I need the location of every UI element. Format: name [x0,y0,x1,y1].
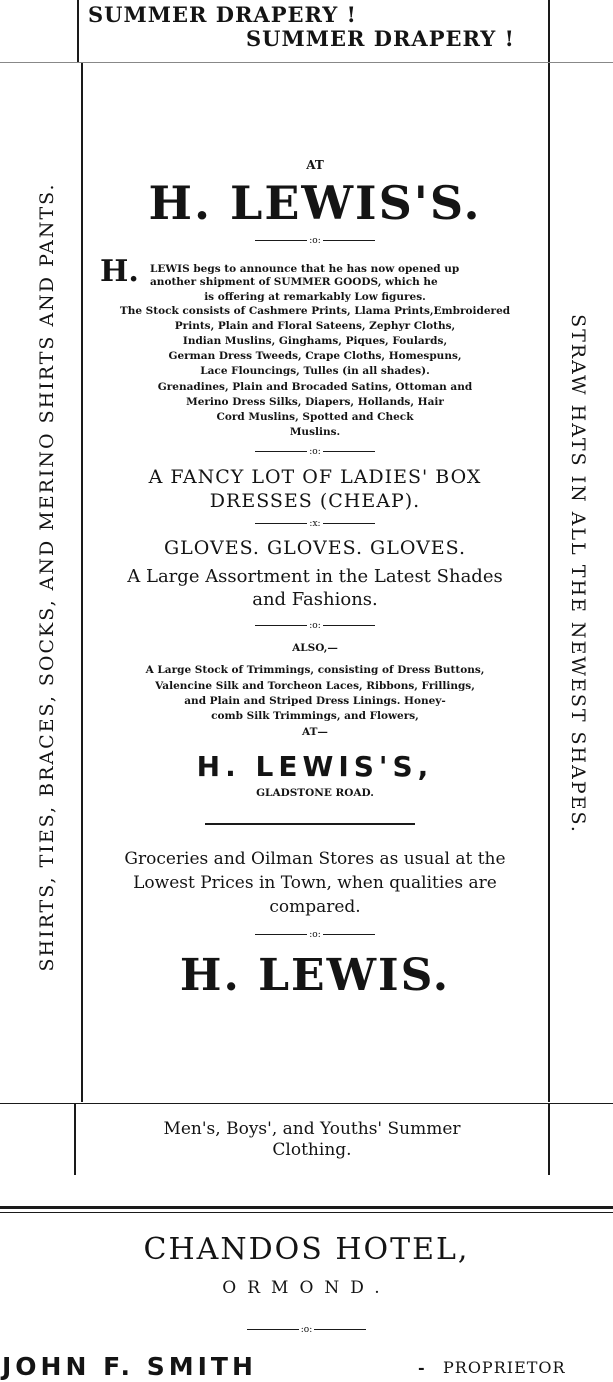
proprietor-label: PROPRIETOR [443,1358,566,1377]
gloves-line: GLOVES. GLOVES. GLOVES. [163,537,467,559]
ornament-1: :o: [82,236,548,246]
clothing-line-1: Men's, Boys', and Youths' Summer [163,1119,461,1139]
assortment-line-1: A Large Assortment in the Latest Shades [127,566,503,587]
clothing-box-top [0,1103,613,1104]
clothing-box-left [74,1103,76,1175]
ornament-2: :o: [82,447,548,457]
intro-line-2: another shipment of SUMMER GOODS, which he [150,276,438,288]
at-label: AT [306,158,324,172]
left-border-top [77,0,79,62]
clothing-line-2: Clothing. [272,1140,352,1160]
right-border-top [548,0,550,62]
heavy-rule-1 [0,1206,613,1209]
trim-line-2: Valencine Silk and Torcheon Laces, Ribbons, Frillings, [155,680,475,692]
ornament-5: :o: [82,930,548,940]
stock-line-4: German Dress Tweeds, Crape Cloths, Homespuns, [168,350,462,362]
left-side-text: SHIRTS, TIES, BRACES, SOCKS, AND MERINO SHIRTS AND PANTS. [36,182,58,972]
trim-line-3: and Plain and Striped Dress Linings. Honey- [184,695,446,707]
header-line-2: SUMMER DRAPERY ! [246,26,515,51]
right-column-rule [548,62,550,1102]
stock-line-8: Cord Muslins, Spotted and Check [216,411,414,423]
intro-line-1: LEWIS begs to announce that he has now opened up [150,263,460,275]
stock-line-3: Indian Muslins, Ginghams, Piques, Foulards, [182,335,448,347]
hotel-ornament: :o: [0,1325,613,1335]
ornament-3: :x: [82,519,548,529]
trim-line-1: A Large Stock of Trimmings, consisting of Dress Buttons, [145,664,485,676]
groceries-line-3: compared. [269,897,361,917]
hotel-place: ORMOND. [222,1278,391,1298]
stock-line-7: Merino Dress Silks, Diapers, Hollands, Hair [186,396,444,408]
title-h-lewis-3: H. LEWIS. [179,950,451,1001]
stock-line-6: Grenadines, Plain and Brocaded Satins, Ottoman and [157,381,473,393]
fancy-line-1: A FANCY LOT OF LADIES' BOX [148,466,482,488]
drop-initial: H. [100,254,139,289]
heavy-rule-2 [0,1212,613,1213]
trim-line-4: comb Silk Trimmings, and Flowers, [211,710,419,722]
groceries-line-2: Lowest Prices in Town, when qualities are [133,873,497,893]
header-line-1: SUMMER DRAPERY ! [88,2,357,27]
also-label: ALSO,— [292,642,338,654]
stock-line-2: Prints, Plain and Floral Sateens, Zephyr Cloths, [174,320,456,332]
stock-line-5: Lace Flouncings, Tulles (in all shades). [200,365,430,377]
gladstone-road: GLADSTONE ROAD. [256,787,374,799]
clothing-box-right [548,1103,550,1175]
stock-line-9: Muslins. [289,426,341,438]
groceries-line-1: Groceries and Oilman Stores as usual at the [124,849,506,869]
ornament-4: :o: [82,621,548,631]
at-label-2: AT— [302,726,328,738]
title-h-lewis: H. LEWIS'S. [148,176,482,230]
fancy-line-2: DRESSES (CHEAP). [209,490,421,512]
rule-after-road [205,823,415,825]
stock-line-1: The Stock consists of Cashmere Prints, Llama Prints,Embroidered [119,305,511,317]
hotel-name: CHANDOS HOTEL, [143,1232,470,1267]
intro-line-3: is offering at remarkably Low figures. [204,291,426,303]
title-h-lewis-2: H. LEWIS'S, [196,750,434,783]
right-side-text: STRAW HATS IN ALL THE NEWEST SHAPES. [567,314,589,834]
assortment-line-2: and Fashions. [252,589,378,610]
header-divider [0,62,613,63]
proprietor-name: JOHN F. SMITH [2,1352,257,1381]
proprietor-separator: - [418,1358,425,1377]
